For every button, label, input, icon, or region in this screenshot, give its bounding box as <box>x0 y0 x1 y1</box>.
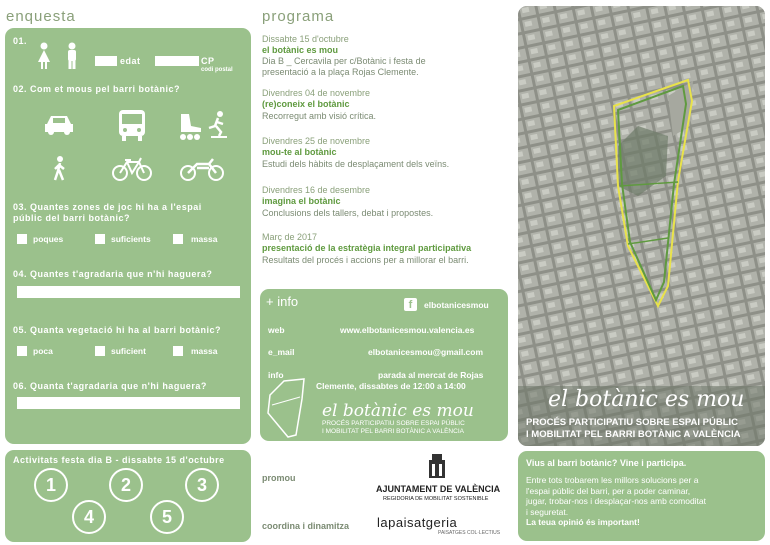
web-link[interactable]: www.elbotanicesmou.valencia.es <box>340 325 475 335</box>
q5-label: 05. Quanta vegetació hi ha al barri botànic? <box>13 325 222 335</box>
q3-option-label: poques <box>33 234 64 244</box>
info-logo-sub2: I MOBILITAT PEL BARRI BOTÀNIC A VALÈNCIA <box>322 428 464 435</box>
info-title: + info <box>266 294 299 309</box>
bus-icon[interactable] <box>117 108 147 142</box>
ajuntament-sub: REGIDORIA DE MOBILITAT SOSTENIBLE <box>383 496 489 502</box>
info-logo-sub1: PROCÉS PARTICIPATIU SOBRE ESPAI PÚBLIC <box>322 420 465 427</box>
survey-panel <box>5 28 251 444</box>
postcode-label: CP <box>201 56 215 66</box>
q5-option-checkbox[interactable] <box>17 346 27 356</box>
cta-text-line: i seguretat. <box>526 506 569 517</box>
event-desc: Recorregut amb visió crítica. <box>262 111 377 121</box>
event-date: Divendres 04 de novembre <box>262 88 371 98</box>
q3-label-line2: públic del barri botànic? <box>13 213 131 223</box>
activity-number-5: 5 <box>150 500 184 534</box>
cta-title: Vius al barri botànic? Vine i participa. <box>526 458 687 468</box>
q1-label: 01. <box>13 36 28 46</box>
program-event <box>262 232 471 266</box>
event-title: mou-te al botànic <box>262 147 337 157</box>
q3-label-line1: 03. Quantes zones de joc hi ha a l'espai <box>13 202 202 212</box>
activities-title: Activitats festa dia B - dissabte 15 d'octubre <box>13 455 225 465</box>
q6-input[interactable] <box>17 397 240 409</box>
q3-option-checkbox[interactable] <box>173 234 183 244</box>
event-date: Divendres 16 de desembre <box>262 185 371 195</box>
q3-option-label: suficients <box>111 234 151 244</box>
ajuntament-name: AJUNTAMENT DE VALÈNCIA <box>376 484 501 494</box>
q4-input[interactable] <box>17 286 240 298</box>
event-title: presentació de la estratègia integral participativa <box>262 243 472 253</box>
q3-option-checkbox[interactable] <box>95 234 105 244</box>
enquesta-header: enquesta <box>6 8 76 25</box>
event-desc: Dia B _ Cercavila per c/Botànic i festa de <box>262 56 426 66</box>
promou-label: promou <box>262 473 296 483</box>
cover-logo: el botànic es mou <box>548 387 745 412</box>
motorbike-icon[interactable] <box>179 156 225 182</box>
email-link[interactable]: elbotanicesmou@gmail.com <box>368 347 484 357</box>
car-icon[interactable] <box>43 112 75 138</box>
event-title: (re)coneix el botànic <box>262 99 350 109</box>
paisatgeria-logo: lapaisatgeria <box>377 515 458 530</box>
event-desc: Estudi dels hàbits de desplaçament dels veïns. <box>262 159 450 169</box>
cta-emphasis: La teua opinió és important! <box>526 517 640 527</box>
barri-outline-icon <box>264 375 310 441</box>
program-event <box>262 34 426 78</box>
cta-text-line: l'espai públic del barri, per a poder caminar, <box>526 485 691 496</box>
event-date: Març de 2017 <box>262 232 318 242</box>
program-event <box>262 88 376 122</box>
event-desc: Conclusions dels tallers, debat i propostes. <box>262 208 434 218</box>
info-line1: parada al mercat de Rojas <box>378 370 484 380</box>
web-label: web <box>268 325 285 335</box>
q3-option-checkbox[interactable] <box>17 234 27 244</box>
q3-option-label: massa <box>191 234 218 244</box>
city-crest-icon <box>424 452 450 482</box>
info-label: info <box>268 370 284 380</box>
event-desc: Resultats del procés i accions per a millorar el barri. <box>262 255 469 265</box>
q5-option-label: suficient <box>111 346 146 356</box>
age-label: edat <box>120 56 141 66</box>
q5-option-checkbox[interactable] <box>173 346 183 356</box>
coordina-label: coordina i dinamitza <box>262 521 350 531</box>
activity-number-1: 1 <box>34 468 68 502</box>
event-date: Dissabte 15 d'octubre <box>262 34 349 44</box>
q5-option-label: poca <box>33 346 53 356</box>
aerial-map <box>518 6 765 446</box>
q4-label: 04. Quantes t'agradaria que n'hi haguera? <box>13 269 213 279</box>
skate-icon[interactable] <box>177 110 233 142</box>
event-date: Divendres 25 de novembre <box>262 136 371 146</box>
program-event <box>262 185 433 219</box>
facebook-icon[interactable]: f <box>404 298 417 311</box>
event-desc: presentació a la plaça Rojas Clemente. <box>262 67 419 77</box>
facebook-link[interactable]: elbotanicesmou <box>424 300 489 310</box>
bicycle-icon[interactable] <box>111 156 153 182</box>
email-label: e_mail <box>268 347 295 357</box>
q5-option-checkbox[interactable] <box>95 346 105 356</box>
info-panel <box>260 289 508 441</box>
q2-label: 02. Com et mous pel barri botànic? <box>13 84 181 94</box>
program-event <box>262 136 449 170</box>
cta-panel <box>518 451 765 541</box>
paisatgeria-sub: PAISATGES COL·LECTIUS <box>438 530 501 536</box>
activity-number-2: 2 <box>109 468 143 502</box>
age-input[interactable] <box>95 56 117 66</box>
cta-text-line: Entre tots trobarem les millors solucions per a <box>526 475 699 485</box>
info-line2: Clemente, dissabtes de 12:00 a 14:00 <box>316 381 466 391</box>
cover-sub2: I MOBILITAT PEL BARRI BOTÀNIC A VALÈNCIA <box>526 429 741 440</box>
info-logo: el botànic es mou <box>322 401 474 421</box>
cover-sub1: PROCÉS PARTICIPATIU SOBRE ESPAI PÚBLIC <box>526 417 739 428</box>
programa-header: programa <box>262 8 335 25</box>
postcode-input[interactable] <box>155 56 199 66</box>
event-title: el botànic es mou <box>262 45 339 55</box>
event-title: imagina el botànic <box>262 196 341 206</box>
q5-option-label: massa <box>191 346 218 356</box>
postcode-sub: codi postal <box>201 67 233 73</box>
pedestrian-icon[interactable] <box>51 156 69 182</box>
cta-text-line: jugar, trobar-nos i desplaçar-nos amb comoditat <box>526 496 707 506</box>
aerial-map-image <box>518 6 765 446</box>
activities-panel <box>5 450 251 542</box>
q6-label: 06. Quanta t'agradaria que n'hi haguera? <box>13 381 207 391</box>
activity-number-3: 3 <box>185 468 219 502</box>
activity-number-4: 4 <box>72 500 106 534</box>
female-male-icon <box>35 42 90 70</box>
